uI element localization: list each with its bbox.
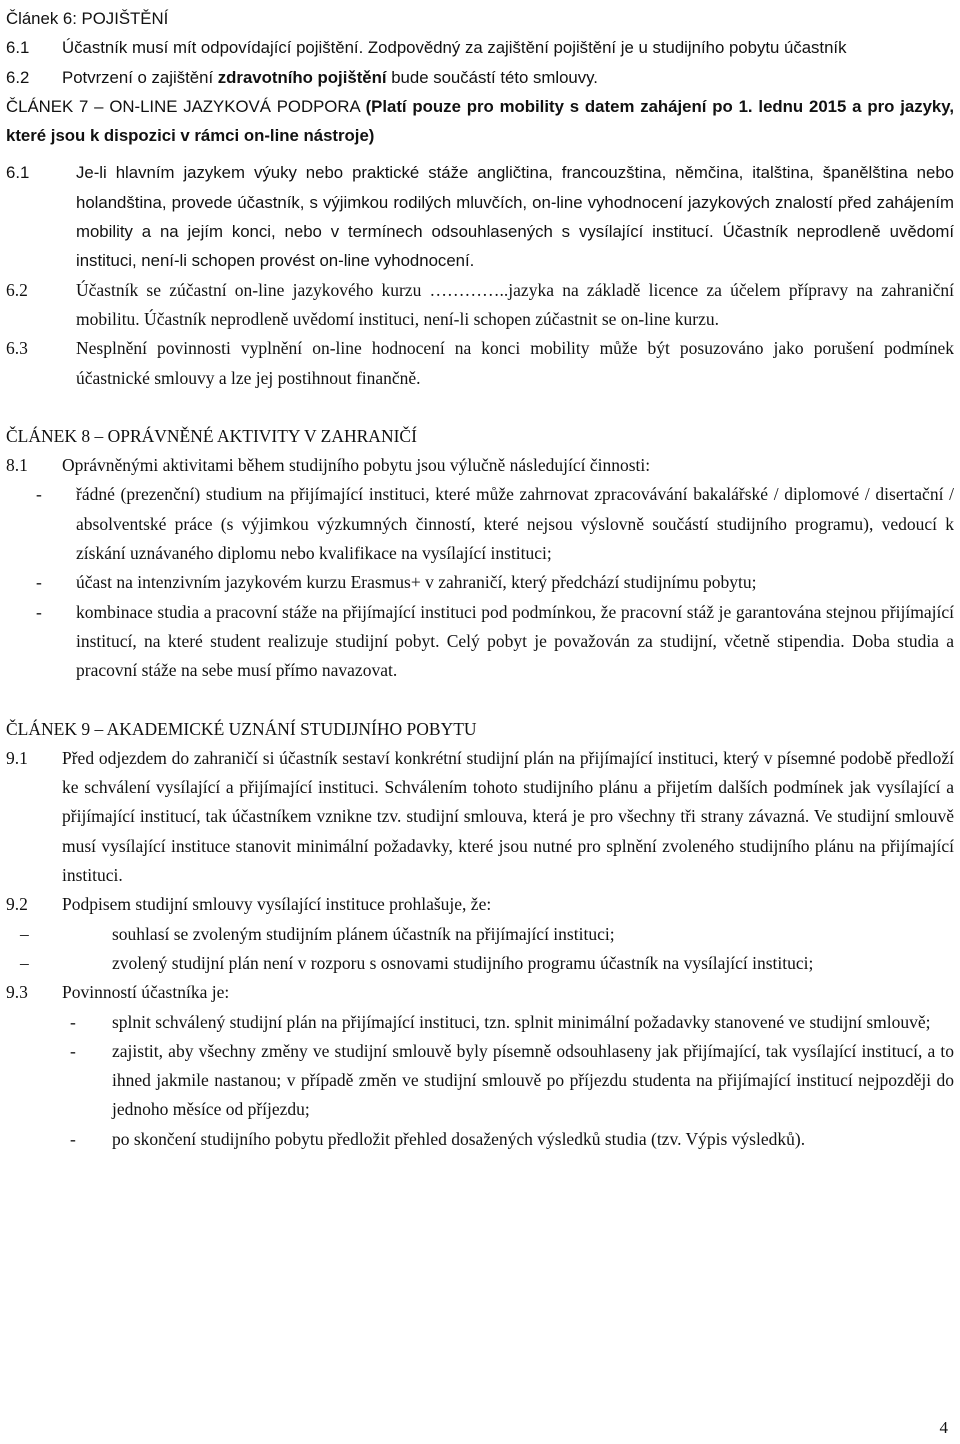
list-item-text: zvolený studijní plán není v rozporu s osnovami studijního programu účastník na vysílající instituci; bbox=[112, 952, 814, 973]
paragraph-number: 9.1 bbox=[6, 747, 28, 768]
paragraph-text: Nesplnění povinnosti vyplnění on-line hodnocení na konci mobility může být posuzováno jako porušení podmínek účastnické smlouvy a lze jej postihnout finančně. bbox=[76, 338, 954, 388]
paragraph-9-2 bbox=[6, 890, 954, 919]
list-item bbox=[6, 920, 954, 949]
list-item bbox=[62, 1125, 954, 1154]
paragraph-8-1 bbox=[6, 451, 954, 480]
list-item bbox=[6, 949, 954, 978]
bullet-long-dash: – bbox=[20, 923, 29, 944]
document-page bbox=[6, 4, 954, 1154]
list-item bbox=[6, 568, 954, 597]
paragraph-7-6-1 bbox=[6, 158, 954, 275]
bullet-dash: - bbox=[36, 484, 42, 505]
paragraph-text: Je-li hlavním jazykem výuky nebo praktické stáže angličtina, francouzština, němčina, italština, španělština nebo holandština, provede účastník, s výjimkou rodilých mluvčích, on-line vyhodnocení jazykových znalostí před zahájením mobility a na jejím konci, nebo v termínech odsouhlasených s vysílající institucí. Účastník neprodleně uvědomí instituci, není-li schopen provést on-line vyhodnocení. bbox=[76, 163, 954, 271]
text-run: Potvrzení o zajištění bbox=[62, 67, 218, 87]
article-9-heading: ČLÁNEK 9 – AKADEMICKÉ UZNÁNÍ STUDIJNÍHO POBYTU bbox=[6, 718, 477, 739]
list-item bbox=[62, 1008, 954, 1037]
heading-bold: (Platí pouze pro mobility s datem zahájení po 1. lednu 2015 a pro jazyky, které jsou k dispozici v rámci on-line nástroje) bbox=[6, 96, 954, 146]
paragraph-number: 9.3 bbox=[6, 982, 28, 1003]
list-item-text: po skončení studijního pobytu předložit přehled dosažených výsledků studia (tzv. Výpis výsledků). bbox=[112, 1128, 806, 1149]
paragraph-number: 6.1 bbox=[6, 38, 30, 58]
article-6-heading: Článek 6: POJIŠTĚNÍ bbox=[6, 9, 169, 28]
list-item-text: splnit schválený studijní plán na přijímající instituci, tzn. splnit minimální požadavky stanovené ve studijní smlouvě; bbox=[112, 1011, 931, 1032]
paragraph-text: Podpisem studijní smlouvy vysílající instituce prohlašuje, že: bbox=[62, 894, 492, 915]
paragraph-number: 9.2 bbox=[6, 894, 28, 915]
paragraph-number: 6.1 bbox=[6, 163, 30, 183]
paragraph-text: Před odjezdem do zahraničí si účastník sestaví konkrétní studijní plán na přijímající instituci, který v písemné podobě předloží ke schválení vysílající a přijímající instituci. Schválením tohoto studijního plánu a přijetím dalších podmínek jak vysílající a přijímající institucí, tak účastníkem vznikne tzv. studijní smlouva, která je pro všechny tři strany závazná. Ve studijní smlouvě musí vysílající instituce stanovit minimální požadavky, které jsou nutné pro splnění zvoleného studijního plánu na přijímající instituci. bbox=[62, 747, 954, 886]
list-item-text: účast na intenzivním jazykovém kurzu Erasmus+ v zahraničí, který předchází studijnímu pobytu; bbox=[76, 572, 757, 593]
paragraph-9-1 bbox=[6, 744, 954, 890]
paragraph-text: Povinností účastníka je: bbox=[62, 982, 230, 1003]
text-run-bold: zdravotního pojištění bbox=[217, 67, 387, 87]
paragraph-6-2 bbox=[6, 63, 954, 92]
paragraph-number: 6.2 bbox=[6, 67, 30, 87]
bullet-dash: - bbox=[70, 1040, 76, 1061]
article-8-heading: ČLÁNEK 8 – OPRÁVNĚNÉ AKTIVITY V ZAHRANIČÍ bbox=[6, 425, 417, 446]
paragraph-9-3 bbox=[6, 978, 954, 1007]
paragraph-number: 6.2 bbox=[6, 279, 28, 300]
paragraph-number: 8.1 bbox=[6, 455, 28, 476]
paragraph-text bbox=[62, 63, 954, 92]
heading-plain: ČLÁNEK 7 – ON-LINE JAZYKOVÁ PODPORA bbox=[6, 96, 366, 116]
bullet-dash: - bbox=[70, 1011, 76, 1032]
article-7-heading bbox=[6, 92, 954, 151]
page-number: 4 bbox=[939, 1418, 948, 1437]
bullet-long-dash: – bbox=[20, 952, 29, 973]
list-item-text: řádné (prezenční) studium na přijímající instituci, které může zahrnovat zpracovávání bakalářské / diplomové / disertační / absolventské práce (s výjimkou výzkumných činností, které nejsou výslovně součástí studijního programu), vedoucí k získání uznávaného diplomu nebo kvalifikace na vysílající instituci; bbox=[76, 484, 954, 564]
paragraph-7-6-2 bbox=[6, 276, 954, 335]
bullet-dash: - bbox=[36, 572, 42, 593]
list-item-text: zajistit, aby všechny změny ve studijní smlouvě byly písemně odsouhlaseny jak přijímající, tak vysílající institucí, a to ihned jakmile nastanou; v případě změn ve studijní smlouvě po příjezdu studenta na přijímající institucí nejpozději do jednoho měsíce od příjezdu; bbox=[112, 1040, 954, 1120]
bullet-dash: - bbox=[36, 601, 42, 622]
list-item bbox=[62, 1037, 954, 1125]
paragraph-text: Oprávněnými aktivitami během studijního pobytu jsou výlučně následující činnosti: bbox=[62, 455, 651, 476]
paragraph-text: Účastník musí mít odpovídající pojištění. Zodpovědný za zajištění pojištění je u studijního pobytu účastník bbox=[62, 38, 847, 58]
list-item-text: souhlasí se zvoleným studijním plánem účastník na přijímající instituci; bbox=[112, 923, 615, 944]
paragraph-number: 6.3 bbox=[6, 338, 28, 359]
paragraph-text: Účastník se zúčastní on-line jazykového kurzu …………..jazyka na základě licence za účelem přípravy na zahraniční mobilitu. Účastník neprodleně uvědomí instituci, není-li schopen zúčastnit se on-line kurzu. bbox=[76, 279, 954, 329]
list-item bbox=[6, 598, 954, 686]
list-item-text: kombinace studia a pracovní stáže na přijímající instituci pod podmínkou, že pracovní stáž je garantována stejnou přijímající institucí, na které student realizuje studijní pobyt. Celý pobyt je považován za studijní, včetně stipendia. Doba studia a pracovní stáže na sebe musí přímo navazovat. bbox=[76, 601, 954, 681]
text-run: bude součástí této smlouvy. bbox=[386, 67, 598, 87]
paragraph-7-6-3 bbox=[6, 334, 954, 393]
bullet-dash: - bbox=[70, 1128, 76, 1149]
list-item bbox=[6, 480, 954, 568]
paragraph-6-1 bbox=[6, 33, 954, 62]
